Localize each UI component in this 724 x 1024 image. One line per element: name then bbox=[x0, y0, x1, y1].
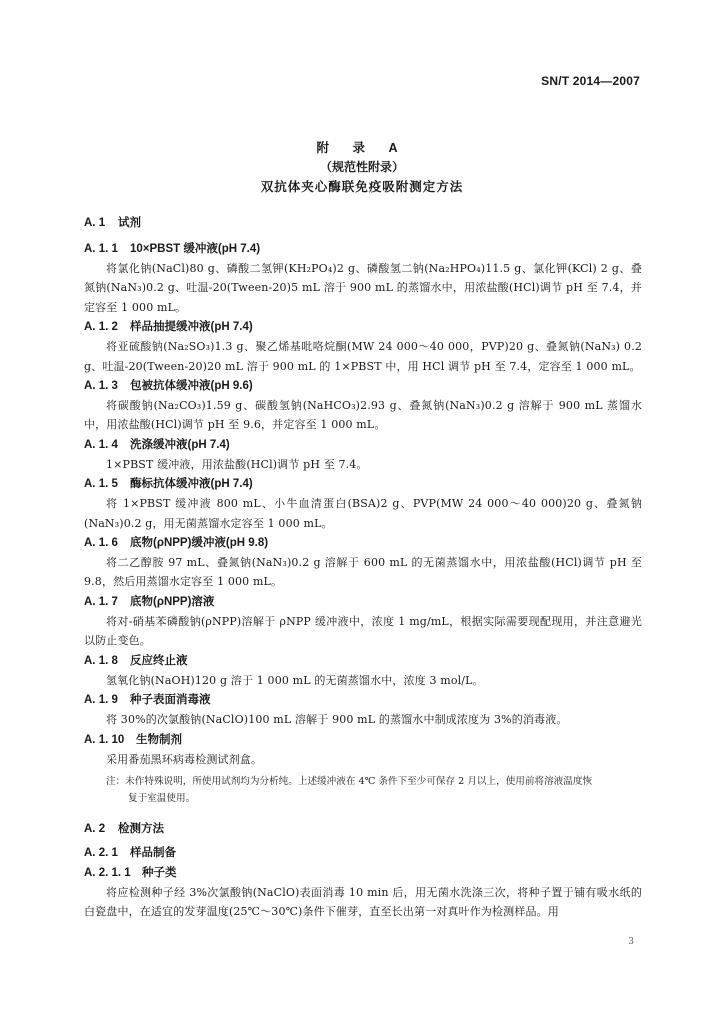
reagent-note bbox=[84, 773, 642, 807]
heading-a2: A. 2 检测方法 bbox=[84, 822, 164, 835]
paragraph-a1-10: 采用番茄黑环病毒检测试剂盒。 bbox=[106, 752, 263, 766]
paragraph-a1-8: 氢氧化钠(NaOH)120 g 溶于 1 000 mL 的无菌蒸馏水中，浓度 3 mol/L。 bbox=[106, 673, 484, 687]
heading-a1-9: A. 1. 9 种子表面消毒液 bbox=[84, 694, 211, 707]
heading-a1-5: A. 1. 5 酶标抗体缓冲液(pH 7.4) bbox=[84, 478, 253, 491]
note-continuation: 复于室温使用。 bbox=[128, 792, 196, 804]
heading-a1-4: A. 1. 4 洗涤缓冲液(pH 7.4) bbox=[84, 438, 230, 451]
paragraph-a1-1: 将氯化钠(NaCl)80 g、磷酸二氢钾(KH₂PO₄)2 g、磷酸氢二钠(Na₂HPO₄)11.5 g、氯化钾(KCl) 2 g、叠氮钠(NaN₃)0.2 g、吐温-20(Tween-20)5 mL 溶于 900 mL 的蒸馏水中，用浓盐酸(HCl)调节 pH 至 7.4，并定容至 1 000 mL。 bbox=[84, 262, 642, 314]
heading-a1-2: A. 1. 2 样品抽提缓冲液(pH 7.4) bbox=[84, 321, 253, 334]
paragraph-a1-5: 将 1×PBST 缓冲液 800 mL、小牛血清蛋白(BSA)2 g、PVP(MW 24 000～40 000)20 g、叠氮钠(NaN₃)0.2 g，用无菌蒸馏水定容至 1 000 mL。 bbox=[84, 497, 642, 530]
standard-code: SN/T 2014—2007 bbox=[541, 74, 640, 88]
heading-a1-10: A. 1. 10 生物制剂 bbox=[84, 733, 182, 746]
heading-a2-1: A. 2. 1 样品制备 bbox=[84, 846, 176, 859]
appendix-title: 附 录 A bbox=[316, 141, 408, 155]
heading-a2-1-1: A. 2. 1. 1 种子类 bbox=[84, 866, 177, 879]
heading-a1-7: A. 1. 7 底物(ρNPP)溶液 bbox=[84, 595, 215, 608]
heading-a1-8: A. 1. 8 反应终止液 bbox=[84, 654, 188, 667]
appendix-method-name: 双抗体夹心酶联免疫吸附测定方法 bbox=[260, 180, 464, 194]
note-lead: 注：未作特殊说明，所使用试剂均为分析纯。上述缓冲液在 4℃ 条件下至少可保存 2 月以上，使用前将溶液温度恢 bbox=[106, 775, 593, 787]
page-number: 3 bbox=[628, 937, 634, 947]
document-body bbox=[84, 213, 642, 922]
paragraph-a1-3: 将碳酸钠(Na₂CO₃)1.59 g、碳酸氢钠(NaHCO₃)2.93 g、叠氮钠(NaN₃)0.2 g 溶解于 900 mL 蒸馏水中，用浓盐酸(HCl)调节 pH 至 9.6，并定容至 1 000 mL。 bbox=[84, 399, 642, 432]
paragraph-a1-4: 1×PBST 缓冲液，用浓盐酸(HCl)调节 pH 至 7.4。 bbox=[106, 457, 368, 471]
heading-a1-1: A. 1. 1 10×PBST 缓冲液(pH 7.4) bbox=[84, 243, 261, 255]
paragraph-a1-7: 将对-硝基苯磷酸钠(ρNPP)溶解于 ρNPP 缓冲液中，浓度 1 mg/mL，根据实际需要现配现用，并注意避光以防止变色。 bbox=[84, 614, 642, 648]
paragraph-a2-1-1: 将应检测种子经 3%次氯酸钠(NaClO)表面消毒 10 min 后，用无菌水洗涤三次，将种子置于铺有吸水纸的白瓷盘中，在适宜的发芽温度(25℃～30℃)条件下催芽，直至长出第一对真叶作为检测样品。用 bbox=[84, 885, 642, 919]
paragraph-a1-9: 将 30%的次氯酸钠(NaClO)100 mL 溶解于 900 mL 的蒸馏水中制成浓度为 3%的消毒液。 bbox=[106, 713, 568, 727]
heading-a1-6: A. 1. 6 底物(ρNPP)缓冲液(pH 9.8) bbox=[84, 537, 269, 550]
paragraph-a1-2: 将亚硫酸钠(Na₂SO₃)1.3 g、聚乙烯基吡咯烷酮(MW 24 000～40 000，PVP)20 g、叠氮钠(NaN₃) 0.2 g、吐温-20(Tween-20)20 mL 溶于 900 mL 的 1×PBST 中，用 HCl 调节 pH 至 7.4，定容至 1 000 mL。 bbox=[84, 340, 642, 373]
heading-a1-3: A. 1. 3 包被抗体缓冲液(pH 9.6) bbox=[84, 380, 253, 393]
appendix-normative-label: （规范性附录） bbox=[319, 160, 404, 174]
paragraph-a1-6: 将二乙醇胺 97 mL、叠氮钠(NaN₃)0.2 g 溶解于 600 mL 的无菌蒸馏水中，用浓盐酸(HCl)调节 pH 至 9.8，然后用蒸馏水定容至 1 000 mL。 bbox=[84, 556, 642, 589]
heading-a1: A. 1 试剂 bbox=[84, 217, 141, 229]
